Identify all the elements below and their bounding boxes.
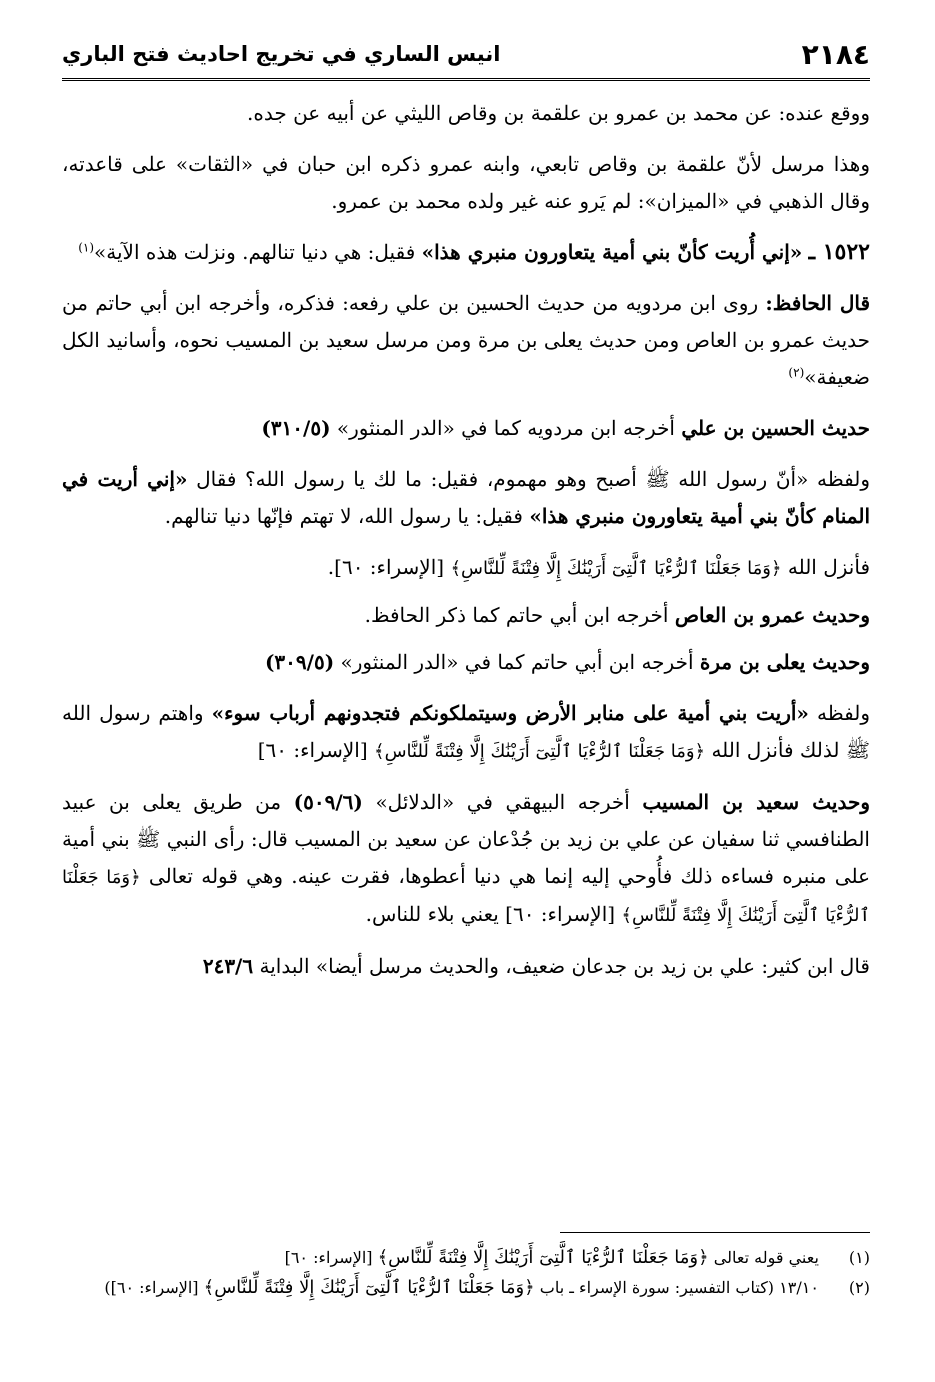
saeed-b: من طريق يعلى بن عبيد الطنافسي ثنا سفيان عن علي بن زيد بن جُدْعان عن سعيد بن المسيب قال: رأى النبي ﷺ بني أمية على منبره فساءه ذلك فأُوحي إليه إنما هي دنيا أعطوها، فقرت عينه. وهي قوله تعالى <box>62 790 870 888</box>
yala-paragraph <box>62 644 870 681</box>
footnote-number: (١) <box>848 1248 870 1267</box>
book-page <box>62 30 870 1360</box>
footnote-1 <box>62 1243 870 1273</box>
ayah-ref: [الإسراء: ٦٠] <box>257 738 368 762</box>
wording2-quote: «أريت بني أمية على منابر الأرض وسيتملكونكم فتجدونهم أرباب سوء» <box>211 701 809 725</box>
wording-text-a: ولفظه «أنّ رسول الله ﷺ أصبح وهو مهموم، فقيل: ما لك يا رسول الله؟ فقال <box>196 467 870 491</box>
footnote-ref: [الإسراء: ٦٠]) <box>104 1278 199 1297</box>
saeed-ref: (٥٠٩/٦) <box>293 790 363 814</box>
paragraph-2 <box>62 146 870 220</box>
wording-paragraph-2 <box>62 695 870 770</box>
footnote-marker-1: (١) <box>78 240 95 255</box>
page-header <box>62 30 870 81</box>
page-number: ٢١٨٤ <box>801 37 870 71</box>
husayn-paragraph <box>62 410 870 447</box>
footnote-ayah: ﴿وَمَا جَعَلْنَا ٱلرُّءْيَا ٱلَّتِىٓ أَرَيْنَٰكَ إِلَّا فِتْنَةً لِّلنَّاسِ﴾ <box>203 1277 535 1298</box>
page-body <box>62 95 870 985</box>
revelation-text: فأنزل الله <box>787 555 870 579</box>
footnote-text: ١٣/١٠ (كتاب التفسير: سورة الإسراء ـ باب <box>539 1278 819 1297</box>
ayah-text: ﴿وَمَا جَعَلْنَا ٱلرُّءْيَا ٱلَّتِىٓ أَرَيْنَٰكَ إِلَّا فِتْنَةً لِّلنَّاسِ﴾ <box>374 741 706 762</box>
amr-lead: وحديث عمرو بن العاص <box>674 603 870 627</box>
hafiz-paragraph <box>62 285 870 396</box>
hadith-number: ١٥٢٢ ـ <box>808 239 870 265</box>
hadith-text: فقيل: هي دنيا تنالهم. ونزلت هذه الآية» <box>94 240 416 264</box>
saeed-c: [الإسراء: ٦٠] يعني بلاء للناس. <box>365 902 616 926</box>
wording-text-c: فقيل: يا رسول الله، لا تهتم فإنّها دنيا تنالهم. <box>164 504 523 528</box>
footnote-ref: [الإسراء: ٦٠] <box>284 1248 373 1267</box>
yala-ref: (٣٠٩/٥) <box>264 650 335 674</box>
yala-text: أخرجه ابن أبي حاتم كما في «الدر المنثور» <box>340 650 694 674</box>
ibn-kathir-ref: ٢٤٣/٦ <box>202 954 254 978</box>
hadith-quote: «إني أُريت كأنّ بني أمية يتعاورون منبري هذا» <box>421 240 803 264</box>
husayn-ref: (٣١٠/٥) <box>261 416 331 440</box>
husayn-lead: حديث الحسين بن علي <box>681 416 870 440</box>
footnote-text: يعني قوله تعالى <box>713 1248 819 1267</box>
hafiz-lead: قال الحافظ: <box>765 291 871 315</box>
wording-quote: «إني أريت في المنام كأنّ بني أمية يتعاورون منبري هذا» <box>62 467 870 528</box>
footnote-ayah: ﴿وَمَا جَعَلْنَا ٱلرُّءْيَا ٱلَّتِىٓ أَرَيْنَٰكَ إِلَّا فِتْنَةً لِّلنَّاسِ﴾ <box>377 1247 709 1268</box>
saeed-lead: وحديث سعيد بن المسيب <box>642 790 870 814</box>
ayah-text: ﴿وَمَا جَعَلْنَا ٱلرُّءْيَا ٱلَّتِىٓ أَرَيْنَٰكَ إِلَّا فِتْنَةً لِّلنَّاسِ﴾ <box>62 867 870 926</box>
revelation-paragraph <box>62 549 870 587</box>
yala-lead: وحديث يعلى بن مرة <box>699 650 870 674</box>
hafiz-text: روى ابن مردويه من حديث الحسين بن علي رفعه: فذكره، وأخرجه ابن أبي حاتم من حديث عمرو بن العاص ومن حديث يعلى بن مرة ومن مرسل سعيد بن المسيب نحوه، وأسانيد الكل ضعيفة» <box>62 291 870 389</box>
ibn-kathir-text: قال ابن كثير: علي بن زيد بن جدعان ضعيف، والحديث مرسل أيضا» البداية <box>259 954 870 978</box>
wording2-a: ولفظه <box>817 701 871 725</box>
saeed-paragraph <box>62 784 870 934</box>
footnote-number: (٢) <box>848 1278 870 1297</box>
saeed-a: أخرجه البيهقي في «الدلائل» <box>375 790 630 814</box>
amr-text: أخرجه ابن أبي حاتم كما ذكر الحافظ. <box>364 603 669 627</box>
paragraph-text: وهذا مرسل لأنّ علقمة بن وقاص تابعي، وابنه عمرو ذكره ابن حبان في «الثقات» على قاعدته، وقال الذهبي في «الميزان»: لم يَرو عنه غير ولده محمد بن عمرو. <box>62 152 870 213</box>
footnote-marker-2: (٢) <box>788 365 805 380</box>
paragraph-1 <box>62 95 870 132</box>
ayah-text: ﴿وَمَا جَعَلْنَا ٱلرُّءْيَا ٱلَّتِىٓ أَرَيْنَٰكَ إِلَّا فِتْنَةً لِّلنَّاسِ﴾ <box>450 558 782 579</box>
ayah-ref: [الإسراء: ٦٠]. <box>327 555 445 579</box>
amr-paragraph <box>62 597 870 634</box>
wording2-c: واهتم رسول الله ﷺ لذلك فأنزل الله <box>62 701 870 762</box>
ibn-kathir-paragraph <box>62 948 870 985</box>
paragraph-text: ووقع عنده: عن محمد بن عمرو بن علقمة بن وقاص الليثي عن أبيه عن جده. <box>247 101 870 125</box>
wording-paragraph-1 <box>62 461 870 535</box>
footnotes <box>62 1232 870 1303</box>
running-title: انيس الساري في تخريج احاديث فتح الباري <box>62 42 501 66</box>
husayn-text: أخرجه ابن مردويه كما في «الدر المنثور» <box>336 416 675 440</box>
footnote-2 <box>62 1273 870 1303</box>
hadith-1522 <box>62 234 870 271</box>
footnote-divider <box>560 1232 870 1233</box>
